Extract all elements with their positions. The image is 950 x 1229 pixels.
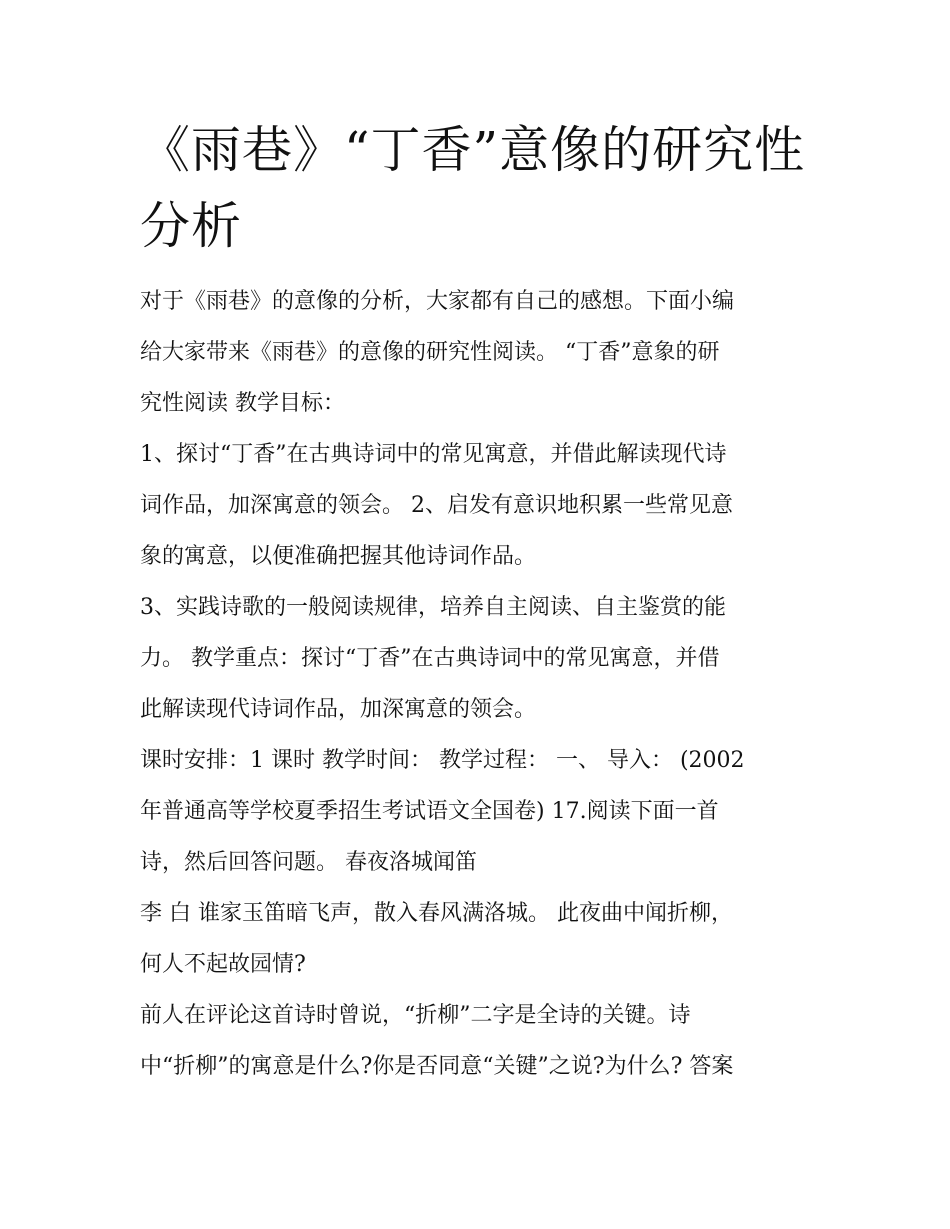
- text-line: 给大家带来《雨巷》的意像的研究性阅读。 “丁香”意象的研: [140, 340, 720, 365]
- text-line: 词作品，加深寓意的领会。 2、启发有意识地积累一些常见意: [140, 493, 733, 518]
- text-line: 象的寓意，以便准确把握其他诗词作品。: [140, 544, 537, 569]
- title-line-2: 分析: [140, 197, 242, 255]
- title-line-1: 《雨巷》“丁香”意像的研究性: [140, 121, 806, 179]
- text-line: 此解读现代诗词作品，加深寓意的领会。: [140, 697, 537, 722]
- text-line: 3、实践诗歌的一般阅读规律，培养自主阅读、自主鉴赏的能: [140, 595, 726, 620]
- text-line: 对于《雨巷》的意像的分析，大家都有自己的感想。下面小编: [140, 289, 735, 314]
- text-line: 究性阅读 教学目标：: [140, 391, 345, 416]
- text-line: 何人不起故园情?: [140, 952, 306, 977]
- text-line: 前人在评论这首诗时曾说，“折柳”二字是全诗的关键。诗: [140, 1003, 691, 1028]
- text-line: 课时安排：1 课时 教学时间： 教学过程： 一、 导入： (2002: [140, 748, 745, 773]
- body-text: [140, 276, 830, 1092]
- page-title: [140, 112, 840, 264]
- text-line: 诗，然后回答问题。 春夜洛城闻笛: [140, 850, 477, 875]
- text-line: 李 白 谁家玉笛暗飞声，散入春风满洛城。 此夜曲中闻折柳，: [140, 901, 733, 926]
- text-line: 中“折柳”的寓意是什么?你是否同意“关键”之说?为什么? 答案: [140, 1054, 734, 1079]
- text-line: 1、探讨“丁香”在古典诗词中的常见寓意，并借此解读现代诗: [140, 442, 727, 467]
- text-line: 力。 教学重点：探讨“丁香”在古典诗词中的常见寓意，并借: [140, 646, 720, 671]
- text-line: 年普通高等学校夏季招生考试语文全国卷) 17.阅读下面一首: [140, 799, 719, 824]
